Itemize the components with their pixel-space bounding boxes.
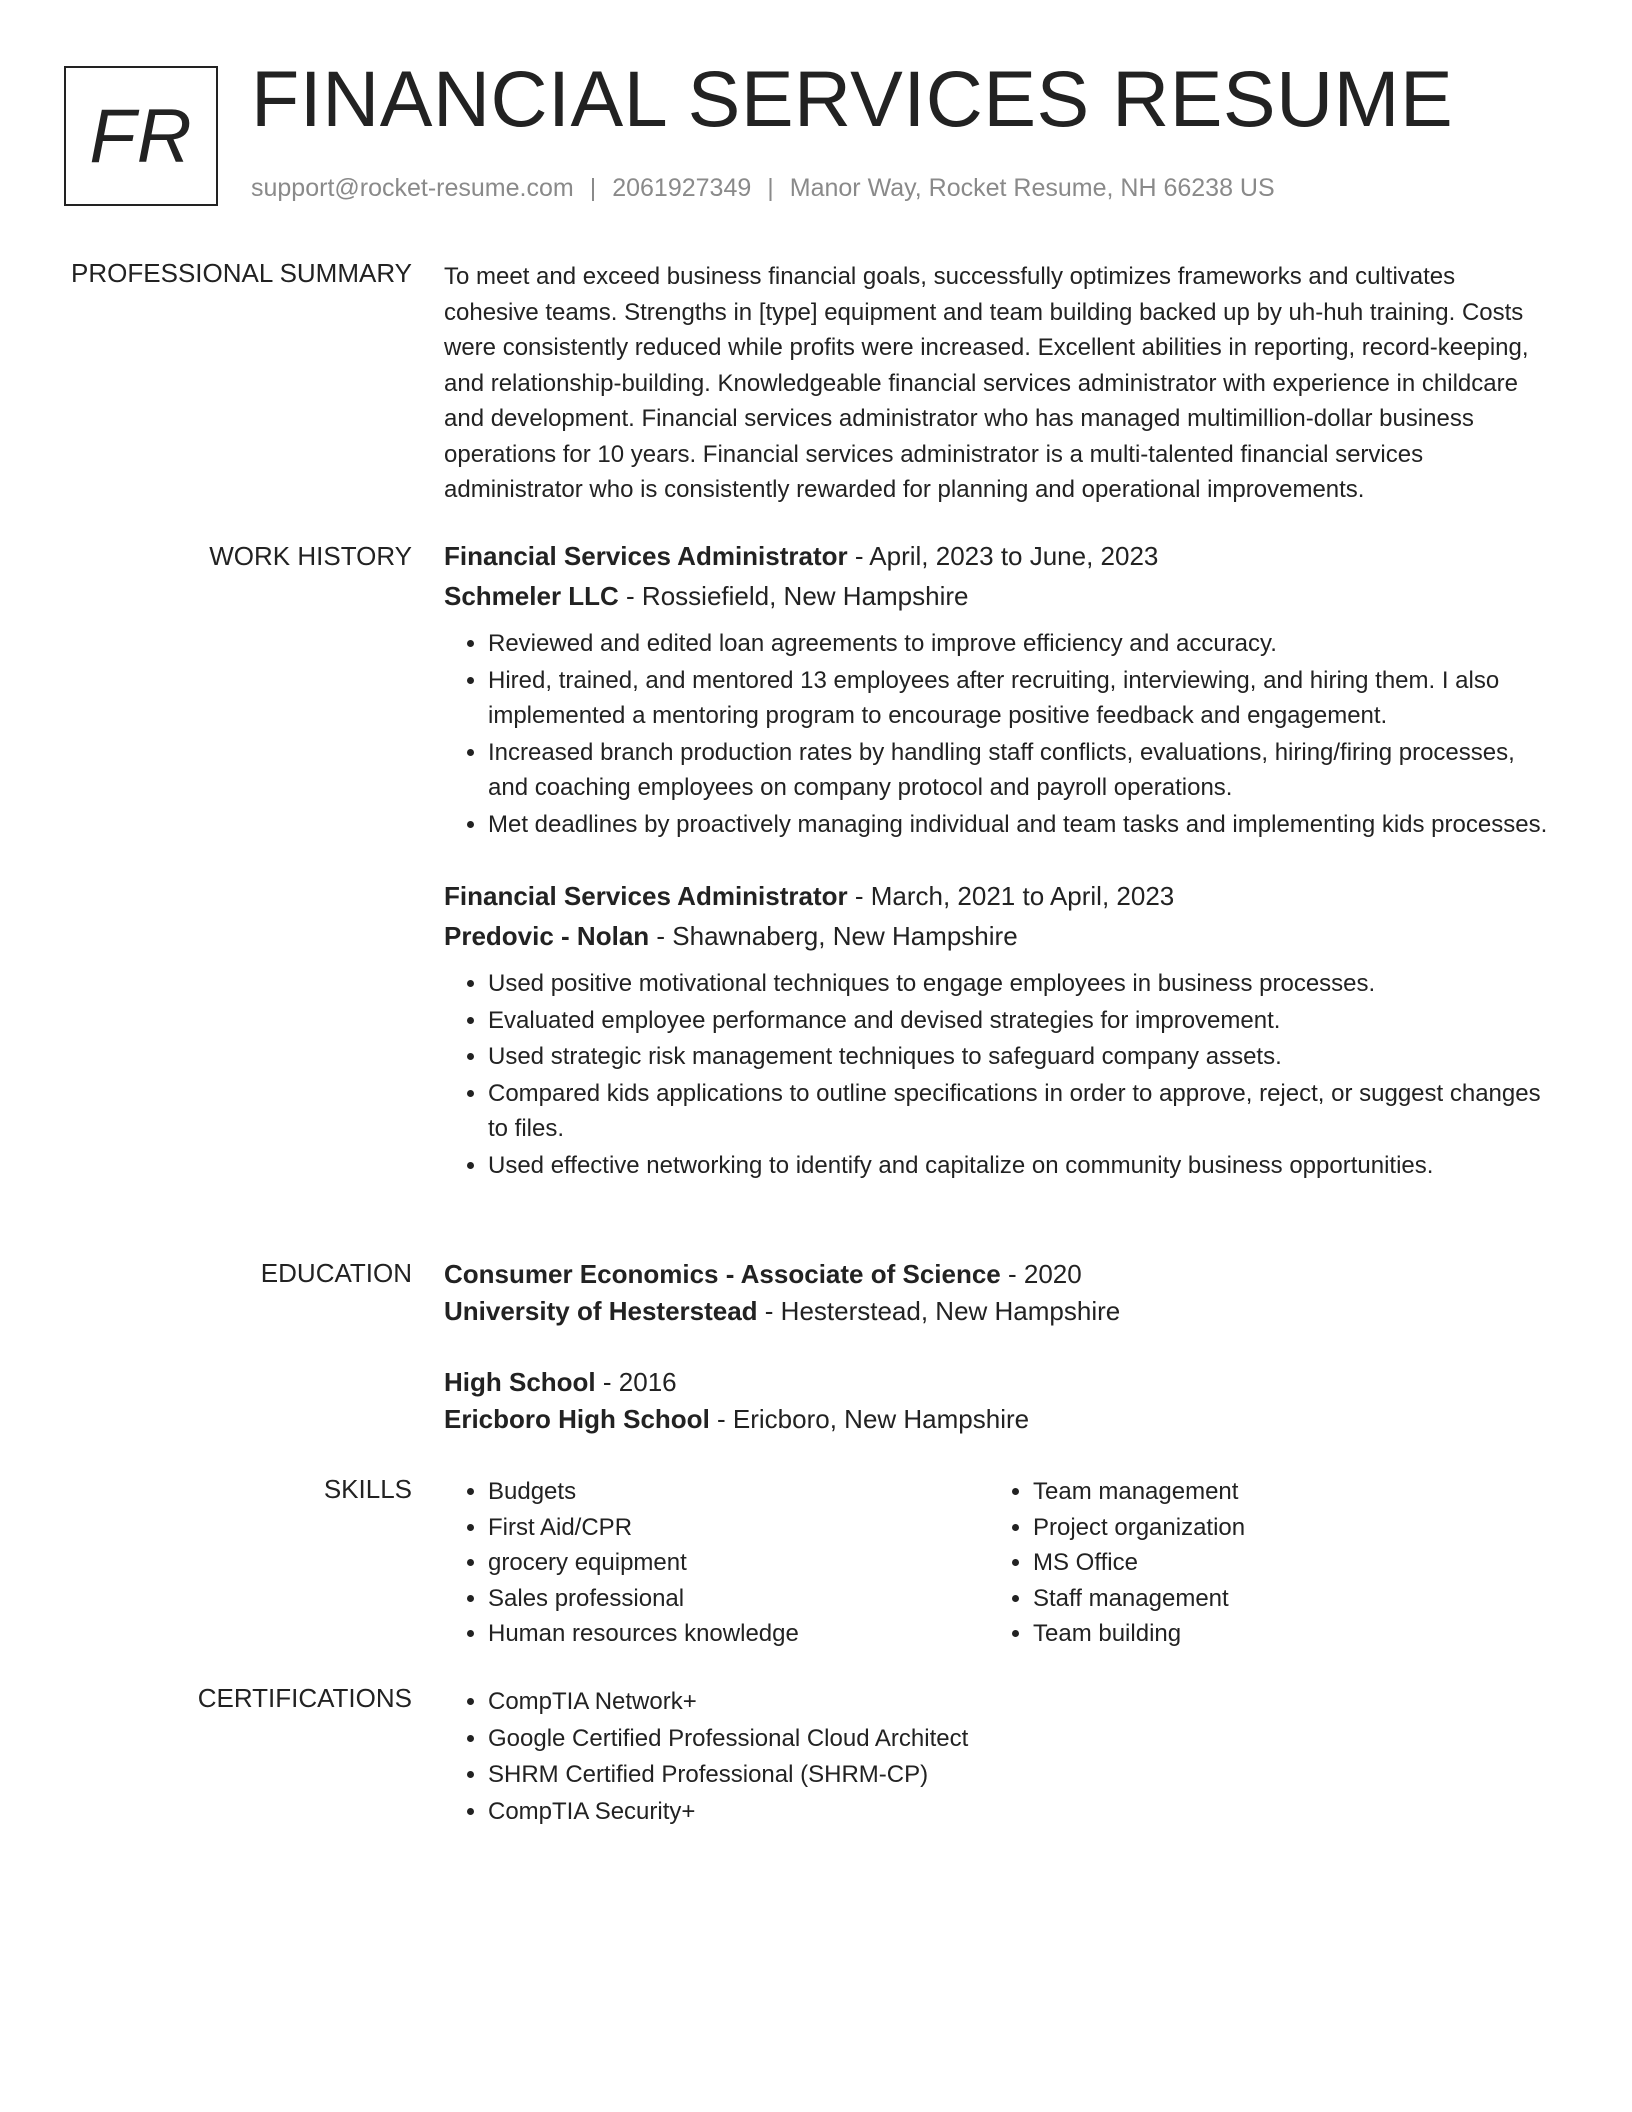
list-item: • Project organization — [1033, 1510, 1534, 1546]
list-item: • Increased branch production rates by handling staff conflicts, evaluations, hiring/firing processes, and coaching employees on company protocol and payroll operations. — [488, 735, 1556, 806]
education-year: - 2016 — [595, 1367, 677, 1397]
section-title-certifications: CERTIFICATIONS — [197, 1683, 412, 1713]
list-item: • Used strategic risk management techniques to safeguard company assets. — [488, 1039, 1556, 1075]
list-item: • Used positive motivational techniques to engage employees in business processes. — [488, 966, 1556, 1002]
job-title-line — [444, 536, 1556, 576]
job-bullets — [444, 966, 1556, 1183]
job-entry — [444, 536, 1556, 842]
section-title-work-history: WORK HISTORY — [209, 541, 412, 571]
contact-address: Manor Way, Rocket Resume, NH 66238 US — [789, 174, 1275, 202]
section-title-summary: PROFESSIONAL SUMMARY — [71, 258, 412, 288]
list-item: • Team management — [1033, 1474, 1534, 1510]
education-entry — [444, 1364, 1556, 1438]
education-degree: High School — [444, 1367, 596, 1397]
contact-separator: | — [589, 174, 597, 202]
education-entry — [444, 1256, 1556, 1330]
section-title-skills: SKILLS — [323, 1474, 412, 1504]
contact-separator: | — [767, 174, 774, 202]
job-bullets — [444, 626, 1556, 842]
education-degree-line — [444, 1256, 1556, 1293]
skills-columns — [444, 1474, 1556, 1652]
work-history-body — [444, 536, 1556, 1184]
contact-phone[interactable]: 2061927349 — [612, 174, 752, 202]
list-item: • CompTIA Security+ — [488, 1794, 1556, 1830]
job-company-line — [444, 576, 1556, 616]
contact-email[interactable]: support@rocket-resume.com — [251, 174, 574, 202]
job-location: - Shawnaberg, New Hampshire — [649, 921, 1018, 951]
education-school-line — [444, 1293, 1556, 1330]
job-company: Predovic - Nolan — [444, 921, 650, 951]
list-item: • SHRM Certified Professional (SHRM-CP) — [488, 1757, 1556, 1793]
list-item: • Hired, trained, and mentored 13 employees after recruiting, interviewing, and hiring them. I also implemented a mentoring program to encourage positive feedback and engagement. — [488, 663, 1556, 734]
job-role: Financial Services Administrator — [444, 541, 848, 571]
summary-body — [444, 259, 1556, 508]
job-company-line — [444, 916, 1556, 956]
monogram-logo: FR — [64, 66, 218, 206]
education-location: - Hesterstead, New Hampshire — [757, 1296, 1121, 1326]
education-school-line — [444, 1401, 1556, 1438]
job-location: - Rossiefield, New Hampshire — [618, 581, 969, 611]
job-entry — [444, 876, 1556, 1183]
list-item: • Reviewed and edited loan agreements to improve efficiency and accuracy. — [488, 626, 1556, 662]
list-item: • Staff management — [1033, 1581, 1534, 1617]
list-item: • Budgets — [488, 1474, 989, 1510]
list-item: • Team building — [1033, 1616, 1534, 1652]
job-dates: - March, 2021 to April, 2023 — [847, 881, 1175, 911]
list-item: • Met deadlines by proactively managing individual and team tasks and implementing kids processes. — [488, 807, 1556, 843]
education-location: - Ericboro, New Hampshire — [709, 1404, 1030, 1434]
skills-column-1 — [444, 1474, 989, 1652]
list-item: • grocery equipment — [488, 1545, 989, 1581]
list-item: • MS Office — [1033, 1545, 1534, 1581]
list-item: • Sales professional — [488, 1581, 989, 1617]
job-company: Schmeler LLC — [444, 581, 619, 611]
skills-body — [444, 1474, 1556, 1652]
job-dates: - April, 2023 to June, 2023 — [847, 541, 1159, 571]
list-item: • First Aid/CPR — [488, 1510, 989, 1546]
education-year: - 2020 — [1000, 1259, 1082, 1289]
skills-column-2 — [989, 1474, 1534, 1652]
section-title-education: EDUCATION — [260, 1258, 412, 1288]
education-body — [444, 1256, 1556, 1438]
list-item: • Human resources knowledge — [488, 1616, 989, 1652]
education-school: Ericboro High School — [444, 1404, 710, 1434]
list-item: • Compared kids applications to outline specifications in order to approve, reject, or suggest changes to files. — [488, 1076, 1556, 1147]
education-degree-line — [444, 1364, 1556, 1401]
list-item: • Used effective networking to identify and capitalize on community business opportunities. — [488, 1148, 1556, 1184]
certifications-list — [444, 1684, 1556, 1829]
list-item: • Evaluated employee performance and devised strategies for improvement. — [488, 1003, 1556, 1039]
resume-title: FINANCIAL SERVICES RESUME — [251, 54, 1454, 143]
summary-text: To meet and exceed business financial goals, successfully optimizes frameworks and cultivates cohesive teams. Strengths in [type] equipment and team building backed up by uh-huh training. Costs were consistently reduced while profits were increased. Excellent abilities in reporting, record-keeping, and relationship-building. Knowledgeable financial services administrator with experience in childcare and development. Financial services administrator who has managed multimillion-dollar business operations for 10 years. Financial services administrator is a multi-talented financial services administrator who is consistently rewarded for planning and operational improvements. — [444, 263, 1529, 503]
education-school: University of Hesterstead — [444, 1296, 758, 1326]
education-degree: Consumer Economics - Associate of Science — [444, 1259, 1001, 1289]
contact-line — [251, 174, 1275, 203]
job-title-line — [444, 876, 1556, 916]
job-role: Financial Services Administrator — [444, 881, 848, 911]
list-item: • CompTIA Network+ — [488, 1684, 1556, 1720]
list-item: • Google Certified Professional Cloud Architect — [488, 1721, 1556, 1757]
certifications-body — [444, 1684, 1556, 1830]
